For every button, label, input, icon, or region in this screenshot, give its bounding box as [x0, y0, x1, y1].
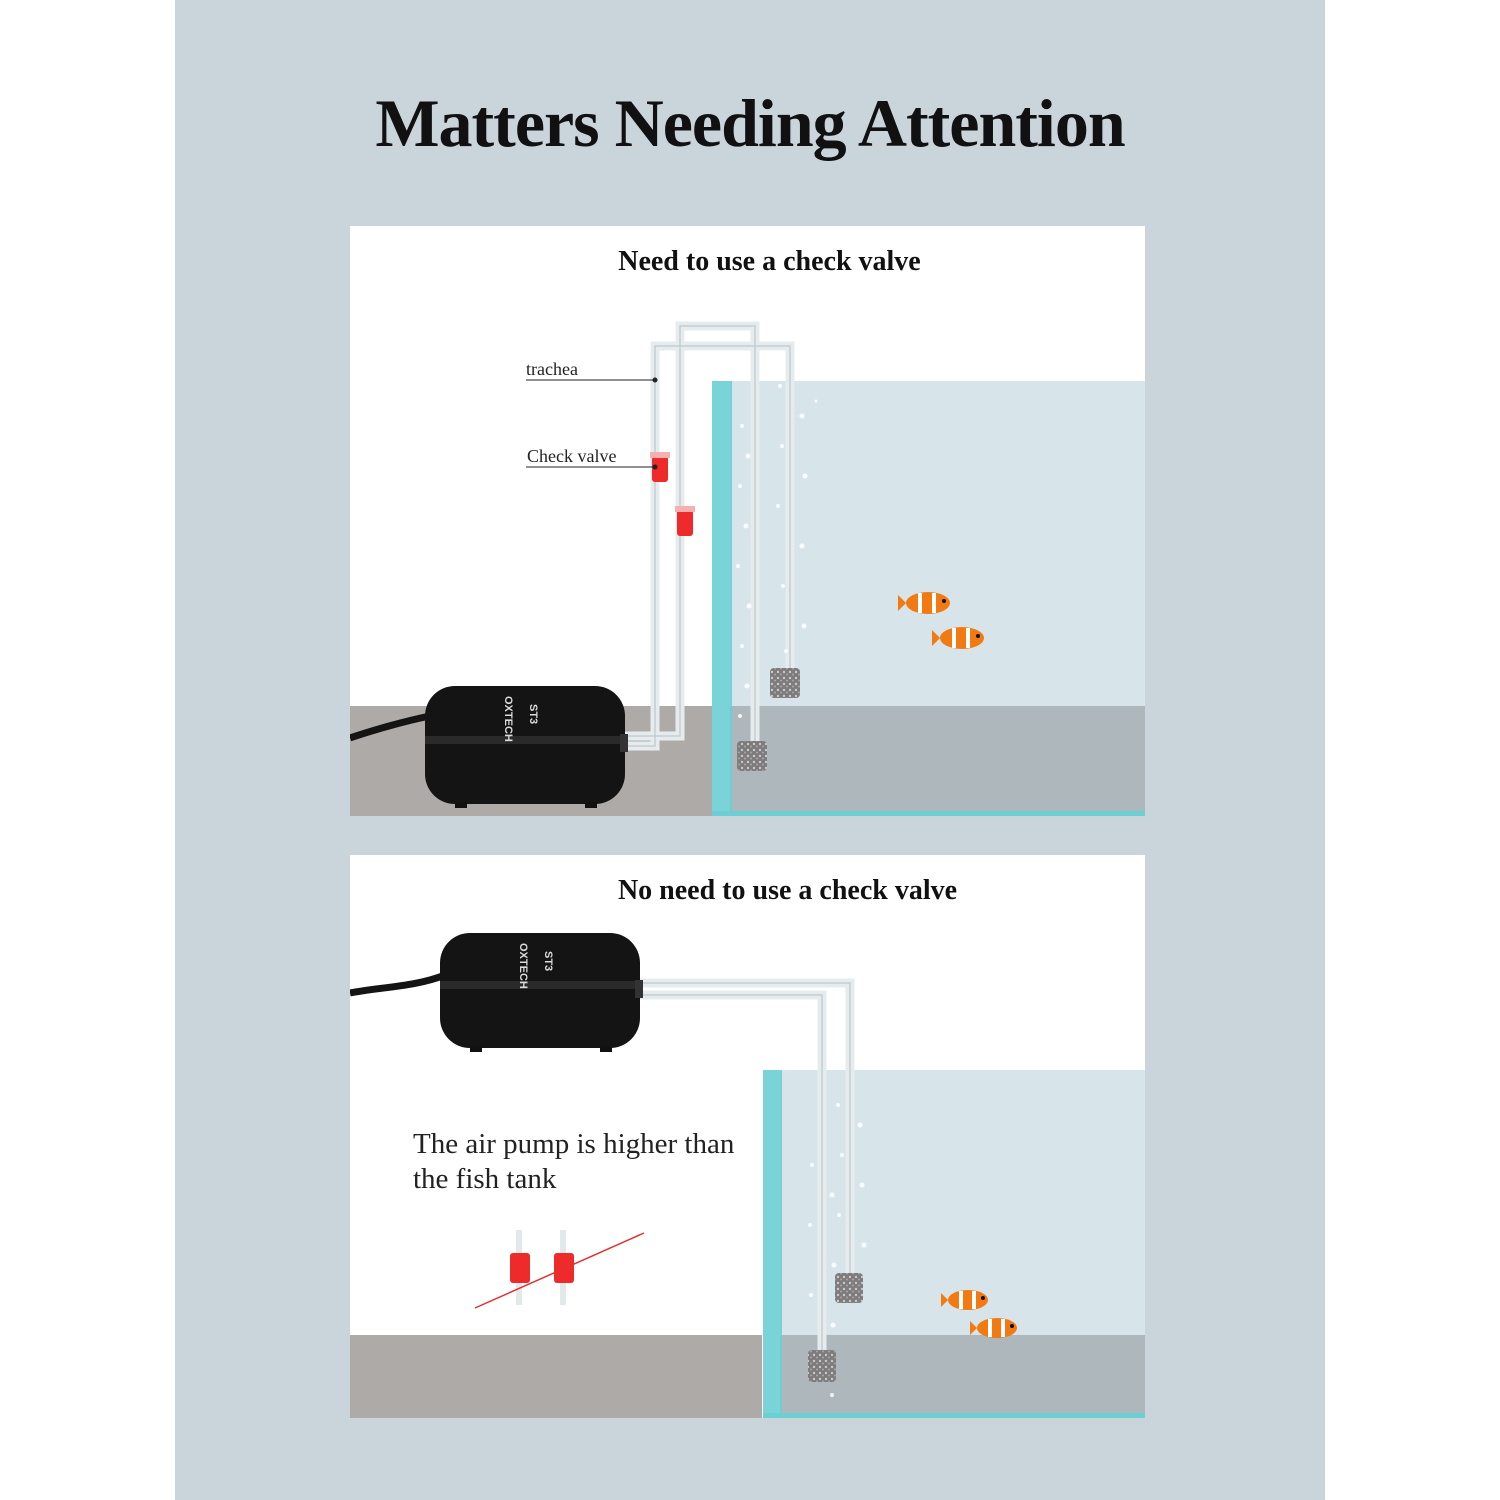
- power-cord: [350, 975, 445, 993]
- trachea-label: trachea: [526, 359, 578, 379]
- pump-brand-text: OXTECH: [502, 696, 514, 742]
- air-pump-icon: [425, 686, 628, 808]
- air-stone-icon: [770, 668, 800, 698]
- pump-model-text: ST3: [542, 951, 554, 972]
- floor: [350, 1335, 762, 1418]
- air-pump-icon: [440, 933, 643, 1052]
- check-valve-icon: [554, 1230, 574, 1305]
- check-valve-icon: [510, 1230, 530, 1305]
- panel-heading: Need to use a check valve: [618, 246, 921, 277]
- tank-glass-wall: [712, 381, 732, 816]
- tank-glass-bottom: [763, 1413, 1145, 1418]
- panel-check-valve-not-required: [350, 855, 1145, 1418]
- panel-check-valve-required: [350, 226, 1145, 816]
- note-line: The air pump is higher than: [413, 1128, 735, 1160]
- panel-heading: No need to use a check valve: [617, 875, 958, 906]
- tank-floor: [730, 706, 1145, 816]
- pump-height-note: [413, 1127, 734, 1197]
- tank-glass-bottom: [712, 811, 1145, 816]
- pump-brand-text: OXTECH: [517, 943, 529, 989]
- pump-model-text: ST3: [527, 704, 539, 725]
- tank-glass-wall: [763, 1070, 782, 1418]
- check-valve-label: Check valve: [527, 446, 617, 466]
- check-valve-icon: [675, 506, 695, 536]
- scene-illustration: [350, 226, 1145, 816]
- strike-through-line: [475, 1233, 644, 1308]
- page-title: Matters Needing Attention: [375, 85, 1125, 161]
- note-line: the fish tank: [413, 1163, 557, 1195]
